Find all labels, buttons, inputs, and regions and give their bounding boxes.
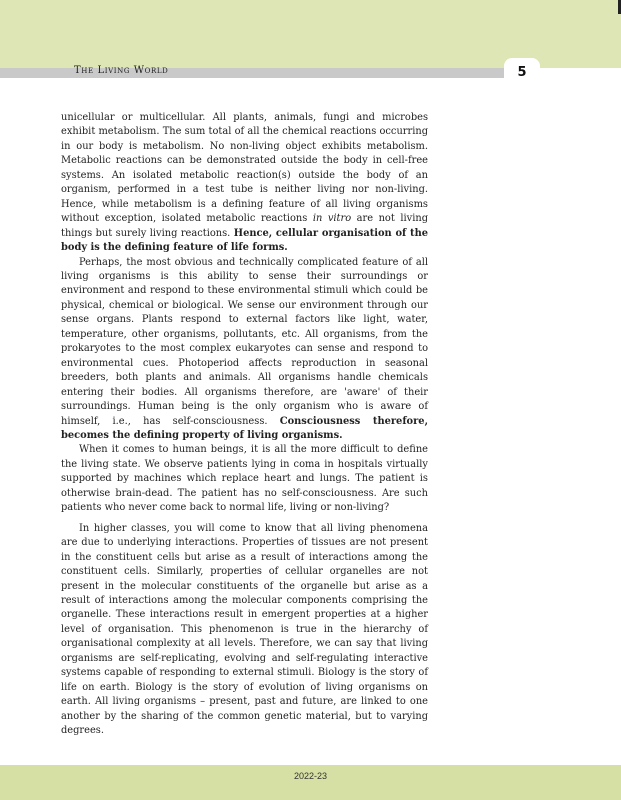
paragraph-human-beings: When it comes to human beings, it is all the more difficult to define the living state. We observe patients lying in coma in hospitals virtually supported by machines which replace heart and lungs. The patient is otherwise brain-dead. The patient has no self-consciousness. Are such patients who never come back to normal life, living or non-living? [61,444,428,514]
running-head: The Living World [74,65,169,76]
paragraph-text: are not living things but surely living reactions. [61,213,428,239]
body-text [61,111,428,738]
italic-term: in vitro [312,213,352,225]
bold-statement: Hence, cellular organisation of the body is the defining feature of life forms. [61,227,428,254]
paragraph-text: Perhaps, the most obvious and technically complicated feature of all living organisms is this ability to sense their surroundings or environment and respond to these environmental stimuli which could be physical, chemical or biological. We sense our environment through our sense organs. Plants respond to external factors like light, water, temperature, other organisms, pollutants, etc. All organisms, from the prokaryotes to the most complex eukaryotes can sense and respond to environmental cues. Photoperiod affects reproduction in seasonal breeders, both plants and animals. All organisms handle chemicals entering their bodies. All organisms therefore, are 'aware' of their surroundings. Human being is the only organism who is aware of himself, i.e., has self-consciousness. [61,256,428,427]
footer-year: 2022-23 [293,771,328,781]
paragraph-consciousness [61,256,428,444]
paragraph-metabolism [61,111,428,256]
bold-statement: Consciousness therefore, becomes the defining property of living organisms. [61,415,428,441]
page-number-tab [504,58,540,86]
paragraph-interactions: In higher classes, you will come to know that all living phenomena are due to underlying interactions. Properties of tissues are not present in the constituent cells but arise as a result of interactions among the constituent cells. Similarly, properties of cellular organelles are not present in the molecular constituents of the organelle but arise as a result of interactions among the molecular components comprising the organelle. These interactions result in emergent properties at a higher level of organisation. This phenomenon is true in the hierarchy of organisational complexity at all levels. Therefore, we can say that living organisms are self-replicating, evolving and self-regulating interactive systems capable of responding to external stimuli. Biology is the story of life on earth. Biology is the story of evolution of living organisms on earth. All living organisms – present, past and future, are linked to one another by the sharing of the common genetic material, but to varying degrees. [61,522,428,737]
page-number: 5 [517,64,527,80]
paragraph-text: unicellular or multicellular. All plants, animals, fungi and microbes exhibit metabolism. The sum total of all the chemical reactions occurring in our body is metabolism. No non-living object exhibits metabolism. Metabolic reactions can be demonstrated outside the body in cell-free systems. An isolated metabolic reaction(s) outside the body of an organism, performed in a test tube is neither living nor non-living. Hence, while metabolism is a defining feature of all living organisms without exception, isolated metabolic reactions [61,112,428,225]
